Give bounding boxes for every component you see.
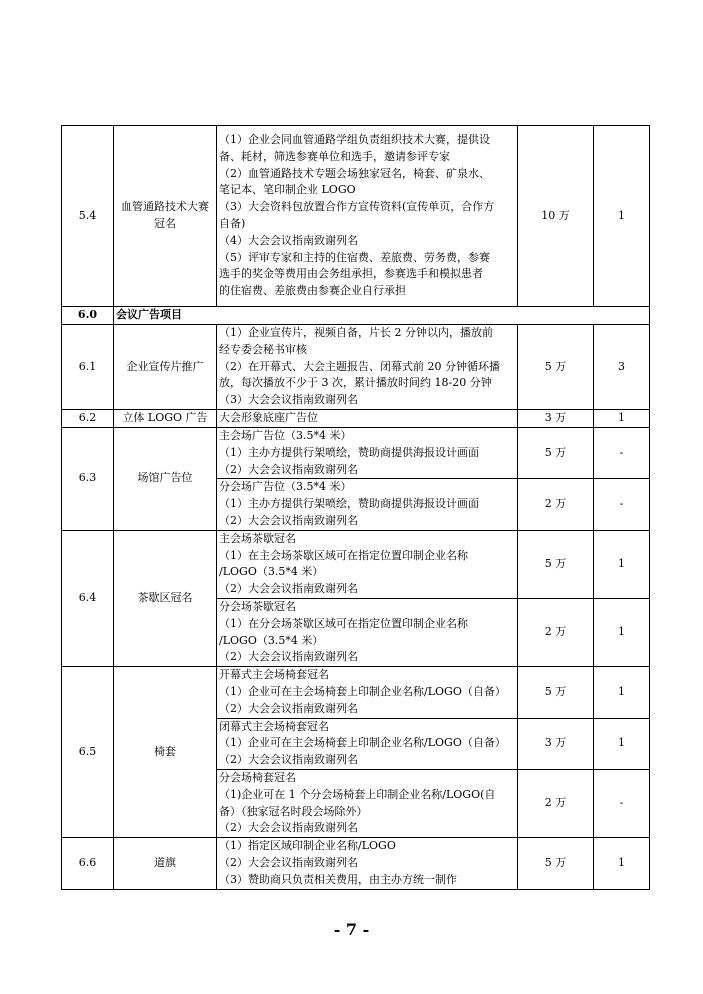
item-price: 3 万 [518, 410, 594, 428]
item-number: 6.6 [62, 838, 114, 889]
item-content [217, 667, 518, 718]
item-name [114, 126, 217, 307]
item-price: 5 万 [518, 325, 594, 410]
item-quantity: 1 [594, 126, 650, 307]
item-content [217, 530, 518, 598]
content-line: （1）主办方提供行架喷绘，赞助商提供海报设计画面 [219, 445, 479, 459]
item-name: 道旗 [114, 838, 217, 889]
content-line: （1）企业可在主会场椅套上印制企业名称/LOGO（自备） [219, 684, 506, 698]
item-price: 2 万 [518, 598, 594, 666]
content-line: （2）大会会议指南致谢列名 [219, 821, 358, 835]
item-content [217, 428, 518, 479]
table-row-6-4-main [62, 530, 650, 598]
section-title: 会议广告项目 [114, 307, 650, 325]
content-line: 分会场茶歇冠名 [219, 599, 296, 613]
item-content [217, 838, 518, 889]
table-row-6-1 [62, 325, 650, 410]
item-quantity: - [594, 428, 650, 479]
item-quantity: - [594, 479, 650, 530]
item-name: 椅套 [114, 667, 217, 838]
item-content [217, 718, 518, 769]
content-line: 经专委会秘书审核 [219, 342, 307, 356]
content-line: （2）大会会议指南致谢列名 [219, 650, 358, 664]
content-line: （2）大会会议指南致谢列名 [219, 855, 358, 869]
item-name: 场馆广告位 [114, 428, 217, 531]
table-row-5-4 [62, 126, 650, 307]
content-line: 分会场椅套冠名 [219, 770, 296, 784]
item-price: 5 万 [518, 428, 594, 479]
content-line: 的住宿费、差旅费由参赛企业自行承担 [219, 284, 406, 298]
table-row-6-2 [62, 410, 650, 428]
item-name-line: 冠名 [154, 217, 176, 230]
content-line: （1）企业可在主会场椅套上印制企业名称/LOGO（自备） [219, 736, 506, 750]
item-price: 10 万 [518, 126, 594, 307]
content-line: （2）大会会议指南致谢列名 [219, 753, 358, 767]
item-number: 6.5 [62, 667, 114, 838]
table-row-6-5-opening [62, 667, 650, 718]
item-quantity: - [594, 769, 650, 837]
content-line: （1）企业会同血管通路学组负责组织技术大赛，提供设 [219, 133, 490, 147]
content-line: （3）大会会议指南致谢列名 [219, 393, 358, 407]
content-line: （2）大会会议指南致谢列名 [219, 582, 358, 596]
content-line: （2）大会会议指南致谢列名 [219, 462, 358, 476]
item-quantity: 1 [594, 410, 650, 428]
content-line: （1）企业宣传片，视频自备，片长 2 分钟以内，播放前 [219, 326, 493, 339]
item-number: 6.4 [62, 530, 114, 666]
item-content [217, 479, 518, 530]
item-content [217, 325, 518, 410]
content-line: （1）主办方提供行架喷绘，赞助商提供海报设计画面 [219, 497, 479, 511]
content-line: （2）大会会议指南致谢列名 [219, 513, 358, 527]
content-line: 主会场广告位（3.5*4 米） [219, 429, 352, 442]
item-price: 2 万 [518, 479, 594, 530]
item-quantity: 3 [594, 325, 650, 410]
item-number: 6.2 [62, 410, 114, 428]
item-price: 5 万 [518, 838, 594, 889]
content-line: （4）大会会议指南致谢列名 [219, 233, 358, 247]
section-number: 6.0 [62, 307, 114, 325]
item-quantity: 1 [594, 530, 650, 598]
item-name-line: 血管通路技术大赛 [121, 200, 209, 214]
table-row-6-6 [62, 838, 650, 889]
item-number: 6.1 [62, 325, 114, 410]
content-line: 选手的奖金等费用由会务组承担，参赛选手和模拟患者 [219, 267, 483, 281]
item-content: 大会形象底座广告位 [217, 410, 518, 428]
item-name: 茶歇区冠名 [114, 530, 217, 666]
item-number: 6.3 [62, 428, 114, 531]
content-line: 开幕式主会场椅套冠名 [219, 668, 329, 682]
content-line: 备）（独家冠名时段会场除外） [219, 804, 368, 818]
item-name: 立体 LOGO 广告 [114, 410, 217, 428]
item-content [217, 769, 518, 837]
content-line: （2）大会会议指南致谢列名 [219, 701, 358, 715]
content-line: 闭幕式主会场椅套冠名 [219, 719, 329, 733]
item-name: 企业宣传片推广 [114, 325, 217, 410]
content-line: 笔记本、笔印制企业 LOGO [219, 183, 356, 197]
content-line: （3）大会资料包放置合作方宣传资料(宣传单页，合作方 [219, 200, 495, 214]
section-row-6-0 [62, 307, 650, 325]
content-line: （1）在主会场茶歇区域可在指定位置印制企业名称 [219, 548, 468, 562]
item-price: 2 万 [518, 769, 594, 837]
content-line: 主会场茶歇冠名 [219, 531, 296, 545]
content-line: （3）赞助商只负责相关费用，由主办方统一制作 [219, 872, 457, 886]
content-line: 放，每次播放不少于 3 次，累计播放时间约 18-20 分钟 [219, 376, 492, 390]
content-line: /LOGO（3.5*4 米） [219, 565, 324, 579]
content-line: （1）在分会场茶歇区域可在指定位置印制企业名称 [219, 616, 468, 630]
content-line: /LOGO（3.5*4 米） [219, 633, 324, 647]
content-line: 备、耗材，筛选参赛单位和选手，邀请参评专家 [219, 149, 450, 163]
page-number: - 7 - [333, 920, 370, 939]
content-line: 分会场广告位（3.5*4 米） [219, 480, 352, 494]
table-row-6-3-main [62, 428, 650, 479]
content-line: （2）在开幕式、大会主题报告、闭幕式前 20 分钟循环播 [219, 359, 500, 373]
item-quantity: 1 [594, 838, 650, 889]
sponsorship-table [61, 125, 650, 890]
content-line: （1）指定区域印制企业名称/LOGO [219, 839, 396, 853]
content-line: （2）血管通路技术专题会场独家冠名，椅套、矿泉水、 [219, 166, 490, 180]
item-price: 5 万 [518, 530, 594, 598]
item-content [217, 126, 518, 307]
item-number: 5.4 [62, 126, 114, 307]
item-price: 5 万 [518, 667, 594, 718]
item-quantity: 1 [594, 667, 650, 718]
content-line: 自备) [219, 217, 246, 230]
content-line: （5）评审专家和主持的住宿费、差旅费、劳务费，参赛 [219, 250, 490, 264]
content-line: （1)企业可在 1 个分会场椅套上印制企业名称/LOGO(自 [219, 787, 496, 801]
item-quantity: 1 [594, 598, 650, 666]
item-price: 3 万 [518, 718, 594, 769]
item-quantity: 1 [594, 718, 650, 769]
item-content [217, 598, 518, 666]
